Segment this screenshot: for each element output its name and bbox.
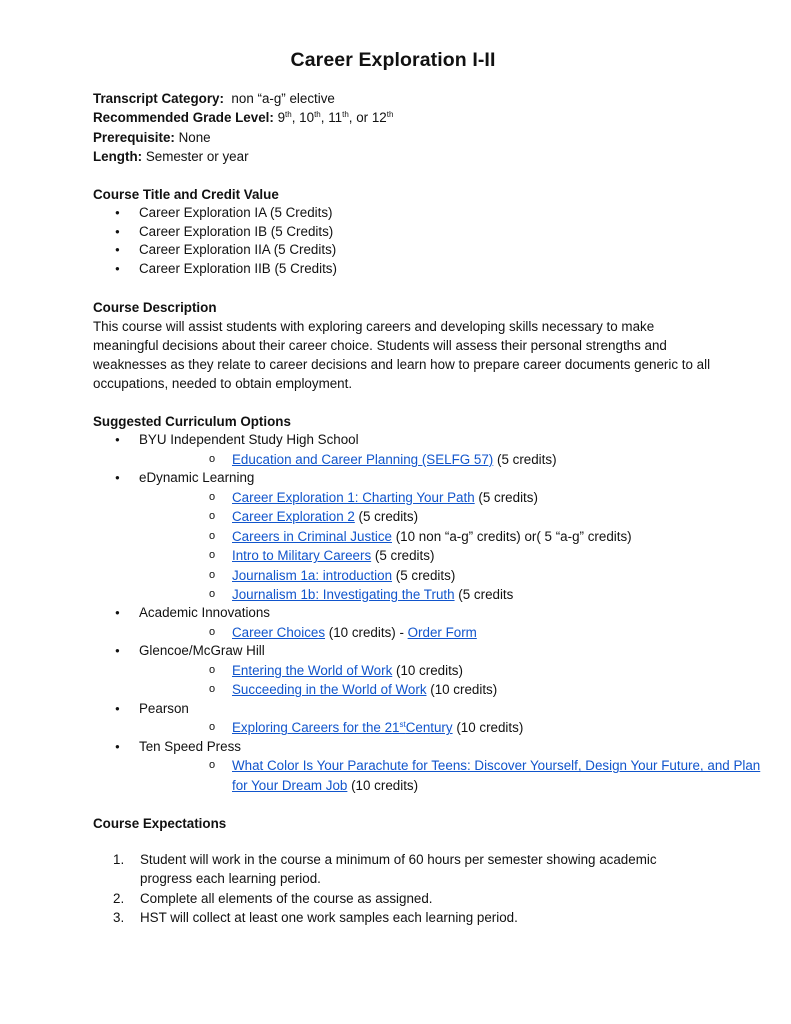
curriculum-list [93, 431, 773, 795]
expectation-item [93, 889, 700, 908]
course-title-item: ● Career Exploration IB (5 Credits) [93, 223, 773, 242]
expectations-section [93, 814, 773, 927]
expectation-text: Complete all elements of the course as assigned. [140, 890, 433, 906]
provider-item [93, 642, 773, 699]
course-link[interactable]: Journalism 1b: Investigating the Truth [232, 587, 455, 602]
course-option [139, 661, 773, 680]
course-option [139, 527, 773, 546]
course-title-item: ● Career Exploration IIB (5 Credits) [93, 260, 773, 279]
grade-level-values: 9th, 10th, 11th, or 12th [277, 110, 394, 126]
course-link[interactable]: Career Exploration 2 [232, 509, 355, 525]
grade-level [93, 108, 773, 127]
curriculum-section [93, 412, 773, 795]
provider-name: BYU Independent Study High School [139, 432, 359, 448]
provider-courses [139, 661, 773, 700]
course-credits: (5 credits) [371, 548, 435, 564]
length-label: Length: [93, 148, 143, 164]
expectation-text: Student will work in the course a minimum of 60 hours per semester showing academic progress each learning period. [140, 852, 657, 887]
description-heading: Course Description [93, 299, 217, 315]
expectation-item [93, 850, 700, 888]
course-option [139, 623, 773, 642]
expectations-heading: Course Expectations [93, 816, 227, 832]
expectation-number: 3. [113, 909, 125, 925]
course-credits: (10 credits) [392, 663, 463, 678]
course-link[interactable]: Careers in Criminal Justice [232, 528, 392, 544]
course-link[interactable]: What Color Is Your Parachute for Teens: Discover Yourself, Design Your Future, and Plan for Your Dream Job [232, 758, 761, 793]
course-option [139, 546, 773, 565]
grade-number: 12 [371, 110, 387, 126]
provider-name: Academic Innovations [139, 605, 271, 621]
length [93, 147, 773, 166]
provider-courses [139, 623, 773, 642]
curriculum-heading: Suggested Curriculum Options [93, 414, 291, 430]
page-title: Career Exploration I-II [290, 49, 496, 71]
expectation-item [93, 908, 700, 927]
description-text: This course will assist students with exploring careers and developing skills necessary to make meaningful decisions about their career choice. Students will assess their personal strengths and weaknesses as they relate to career decisions and learn how to prepare career documents generic to all occupations, needed to obtain employment. [93, 318, 711, 392]
provider-courses [139, 488, 773, 604]
expectations-list [93, 850, 773, 927]
document-page [93, 44, 773, 927]
grade-level-label: Recommended Grade Level: [93, 110, 274, 126]
course-credits: (5 credits) [493, 451, 557, 467]
course-credits: (10 credits) - [325, 625, 408, 640]
course-option [139, 718, 773, 737]
grade-number: 10 [299, 110, 315, 126]
course-credits: (5 credits) [474, 489, 538, 505]
course-titles-section [93, 185, 773, 278]
length-value: Semester or year [145, 148, 249, 164]
course-credits: (10 credits) [452, 720, 524, 736]
course-link[interactable]: Education and Career Planning (SELFG 57) [232, 451, 494, 467]
course-meta [93, 89, 773, 166]
course-link[interactable]: Century [405, 720, 453, 736]
prerequisite [93, 128, 773, 147]
provider-courses [139, 450, 773, 469]
provider-item [93, 738, 773, 795]
course-link[interactable]: Career Choices [232, 625, 326, 640]
course-link[interactable]: Journalism 1a: introduction [232, 567, 393, 583]
transcript-category [93, 89, 773, 108]
provider-name: Pearson [139, 700, 189, 716]
expectation-number: 2. [113, 890, 125, 906]
provider-item [93, 700, 773, 738]
course-link[interactable]: Entering the World of Work [232, 663, 393, 678]
provider-item [93, 431, 773, 469]
grade-suffix: th [342, 110, 349, 120]
course-credits: (5 credits [454, 587, 514, 602]
course-link[interactable]: Exploring Careers for the 21st [232, 720, 406, 736]
grade-suffix: th [285, 110, 292, 120]
transcript-category-label: Transcript Category: [93, 91, 224, 106]
provider-item [93, 604, 773, 642]
course-credits: (10 non “a-g” credits) or( 5 “a-g” credits) [392, 528, 632, 544]
provider-name: eDynamic Learning [139, 470, 255, 486]
provider-name: Glencoe/McGraw Hill [139, 643, 265, 659]
course-link[interactable]: Intro to Military Careers [232, 548, 372, 564]
provider-name: Ten Speed Press [139, 738, 241, 754]
expectation-number: 1. [113, 852, 125, 868]
grade-number: 9 [277, 110, 286, 126]
course-link[interactable]: Succeeding in the World of Work [232, 682, 427, 698]
course-credits: (10 credits) [347, 777, 419, 793]
provider-courses [139, 718, 773, 737]
course-option [139, 488, 773, 507]
course-title-item: ● Career Exploration IA (5 Credits) [93, 204, 773, 223]
course-credits: (10 credits) [426, 682, 498, 698]
expectation-text: HST will collect at least one work samples each learning period. [140, 909, 518, 925]
course-credits: (5 credits) [354, 509, 419, 525]
prerequisite-label: Prerequisite: [93, 129, 175, 145]
course-option [139, 756, 773, 795]
transcript-category-value: non “a-g” elective [231, 91, 335, 106]
course-credits: (5 credits) [392, 567, 456, 583]
ordinal-suffix: st [399, 720, 406, 730]
course-option [139, 585, 773, 604]
course-titles-list [93, 204, 773, 278]
provider-item [93, 469, 773, 604]
course-option [139, 507, 773, 526]
course-option [139, 680, 773, 699]
grade-suffix: th [314, 110, 321, 120]
prerequisite-value: None [178, 129, 211, 145]
course-titles-heading: Course Title and Credit Value [93, 187, 279, 203]
course-option [139, 450, 773, 469]
course-title-item: ● Career Exploration IIA (5 Credits) [93, 241, 773, 260]
description-section [93, 298, 773, 394]
course-option [139, 566, 773, 585]
grade-suffix: th [386, 110, 394, 120]
grade-number: 11 [328, 110, 343, 126]
order-form-link[interactable]: Order Form [407, 625, 477, 640]
provider-courses [139, 756, 773, 795]
course-link[interactable]: Career Exploration 1: Charting Your Path [232, 489, 475, 505]
